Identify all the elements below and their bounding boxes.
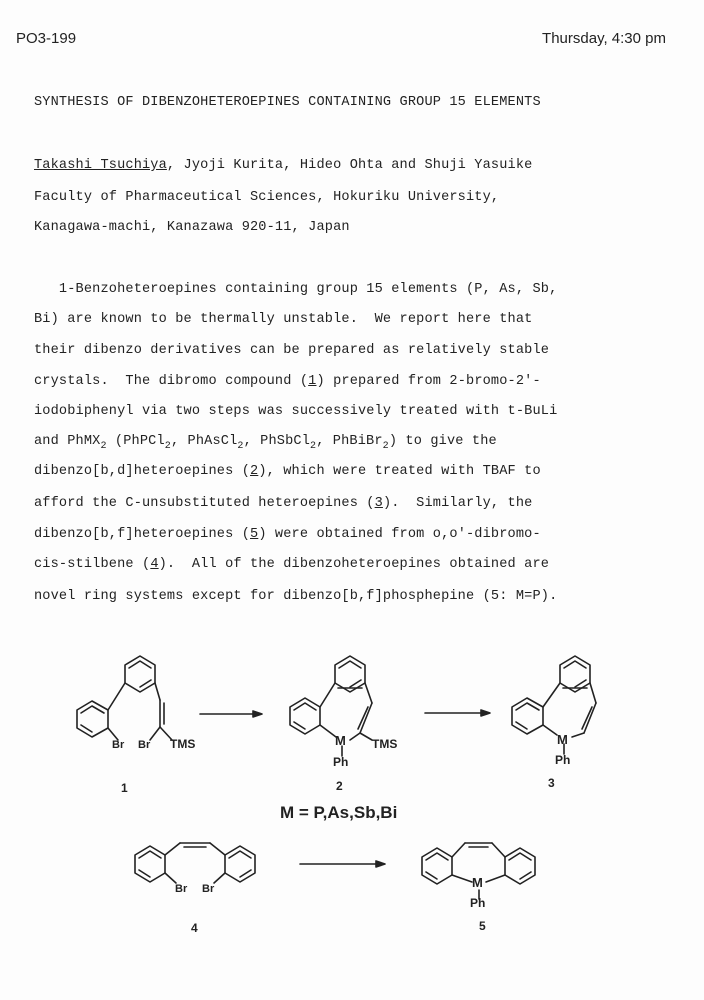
abstract-line: iodobiphenyl via two steps was successively treated with t-BuLi: [34, 404, 558, 419]
presenting-author: Takashi Tsuchiya: [34, 158, 167, 173]
atom-label-tms: TMS: [170, 737, 196, 751]
text: ). All of the dibenzoheteroepines obtained are: [158, 557, 550, 572]
poster-code: PO3-199: [16, 30, 77, 47]
text: dibenzo[b,f]heteroepines (: [34, 527, 250, 542]
arrowhead: [253, 711, 262, 717]
atom-label-m: M: [557, 732, 568, 747]
atom-label-br: Br: [202, 883, 215, 895]
compound-ref: 3: [374, 496, 383, 511]
text: , PhAsCl: [170, 434, 238, 449]
arrowhead: [376, 861, 385, 867]
compound-2-structure: [290, 656, 372, 756]
text: dibenzo[b,d]heteroepines (: [34, 464, 250, 479]
compound-4-structure: [135, 843, 255, 883]
atom-label-ph: Ph: [333, 755, 349, 769]
text: ) were obtained from o,o'-dibromo-: [258, 527, 541, 542]
text: , PhBiBr: [316, 434, 383, 449]
atom-label-m: M: [335, 733, 346, 748]
compound-5-structure: [422, 843, 535, 899]
abstract-line: Bi) are known to be thermally unstable. We report here that: [34, 312, 533, 327]
aromatic-bond: [81, 706, 104, 713]
session-time: Thursday, 4:30 pm: [542, 30, 666, 47]
atom-label-br: Br: [138, 739, 151, 751]
compound-number: 3: [548, 776, 555, 790]
text: crystals. The dibromo compound (: [34, 374, 309, 389]
arrowhead: [481, 710, 490, 716]
subscript: 2: [237, 441, 244, 452]
atom-label-ph: Ph: [555, 753, 571, 767]
subscript: 2: [100, 441, 107, 452]
metal-definition: M = P,As,Sb,Bi: [280, 803, 398, 822]
compound-number: 2: [336, 779, 343, 793]
atom-label-br: Br: [175, 883, 188, 895]
text: (PhPCl: [106, 434, 165, 449]
text: ) prepared from 2-bromo-2'-: [316, 374, 541, 389]
subscript: 2: [310, 441, 317, 452]
text: , PhSbCl: [243, 434, 311, 449]
compound-ref: 1: [308, 374, 317, 389]
compound-ref: 4: [150, 557, 159, 572]
atom-label-m: M: [472, 875, 483, 890]
subscript: 2: [382, 441, 389, 452]
paper-title: SYNTHESIS OF DIBENZOHETEROEPINES CONTAINING GROUP 15 ELEMENTS: [34, 95, 541, 110]
text: afford the C-unsubstituted heteroepines (: [34, 496, 375, 511]
affiliation-line-2: Kanagawa-machi, Kanazawa 920-11, Japan: [34, 220, 350, 235]
compound-ref: 2: [250, 464, 259, 479]
compound-ref: 5: [250, 527, 259, 542]
text: ). Similarly, the: [382, 496, 533, 511]
affiliation-line-1: Faculty of Pharmaceutical Sciences, Hokuriku University,: [34, 190, 500, 205]
text: and PhMX: [34, 434, 101, 449]
abstract-line: 1-Benzoheteroepines containing group 15 elements (P, As, Sb,: [34, 282, 558, 297]
atom-label-ph: Ph: [470, 896, 486, 910]
compound-number: 5: [479, 919, 486, 933]
compound-3-structure: [512, 656, 596, 754]
compound-number: 1: [121, 781, 128, 795]
text: cis-stilbene (: [34, 557, 151, 572]
atom-label-br: Br: [112, 739, 125, 751]
abstract-line: their dibenzo derivatives can be prepared as relatively stable: [34, 343, 550, 358]
text: ), which were treated with TBAF to: [258, 464, 541, 479]
text: ) to give the: [388, 434, 497, 449]
atom-label-tms: TMS: [372, 737, 398, 751]
compound-number: 4: [191, 921, 198, 935]
compound-1-structure: [77, 656, 172, 740]
aromatic-bond: [129, 661, 151, 668]
subscript: 2: [164, 441, 171, 452]
abstract-line: novel ring systems except for dibenzo[b,f]phosphepine (5: M=P).: [34, 589, 558, 604]
co-authors: , Jyoji Kurita, Hideo Ohta and Shuji Yasuike: [166, 158, 533, 173]
